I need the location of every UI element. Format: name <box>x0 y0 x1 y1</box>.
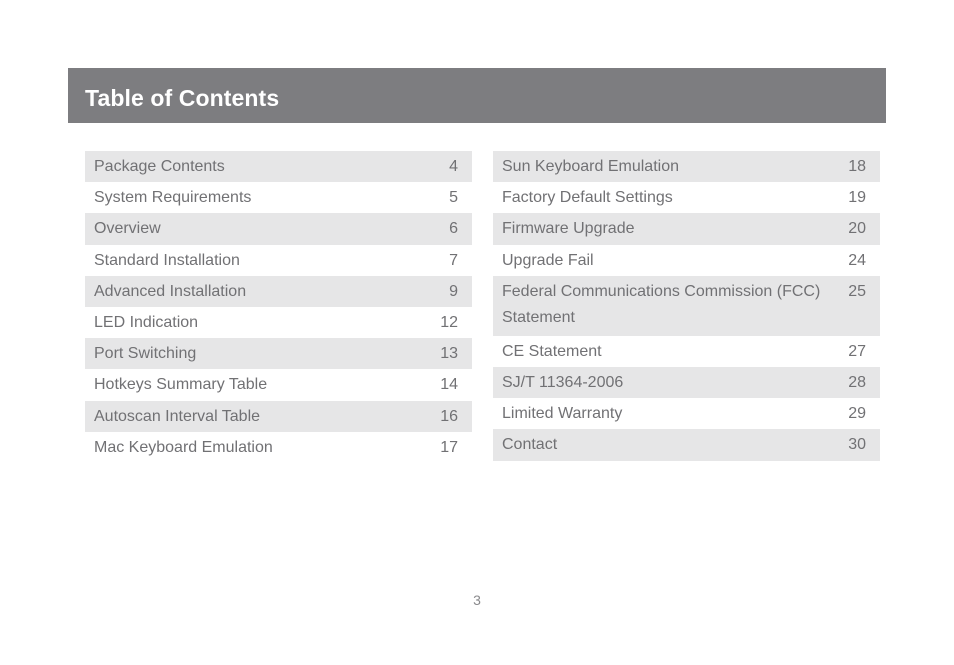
toc-entry-title: Contact <box>502 436 558 454</box>
toc-entry-title: Hotkeys Summary Table <box>94 376 268 394</box>
toc-entry[interactable] <box>493 245 880 276</box>
toc-entry-page: 17 <box>440 438 458 456</box>
toc-entry-title: Sun Keyboard Emulation <box>502 158 679 175</box>
toc-entry-page: 16 <box>440 407 458 425</box>
toc-entry[interactable] <box>85 245 472 276</box>
toc-entry-title: Firmware Upgrade <box>502 220 635 238</box>
toc-entry[interactable] <box>493 182 880 213</box>
toc-entry-title: Upgrade Fail <box>502 251 594 269</box>
toc-entry[interactable] <box>493 367 880 398</box>
toc-entry-title: Limited Warranty <box>502 405 623 423</box>
toc-entry[interactable] <box>85 369 472 400</box>
toc-entry-title: SJ/T 11364-2006 <box>502 373 624 391</box>
toc-entry-title: LED Indication <box>94 313 199 331</box>
toc-entry[interactable] <box>85 338 472 369</box>
toc-entry-title: Factory Default Settings <box>502 189 673 207</box>
toc-entry-title: Advanced Installation <box>94 282 247 300</box>
toc-entry[interactable] <box>85 182 472 213</box>
toc-entry-page: 24 <box>848 251 866 269</box>
toc-entry[interactable] <box>85 432 472 463</box>
toc-entry-title: Port Switching <box>94 345 197 363</box>
toc-entry[interactable] <box>85 307 472 338</box>
toc-entry-page: 7 <box>449 251 458 269</box>
toc-column-right <box>493 151 880 461</box>
toc-entry[interactable] <box>493 398 880 429</box>
toc-entry-page: 9 <box>449 282 458 300</box>
toc-entry[interactable] <box>493 429 880 460</box>
toc-entry[interactable] <box>493 276 880 336</box>
toc-entry-title: Overview <box>94 220 161 238</box>
toc-entry-title: Standard Installation <box>94 251 240 269</box>
toc-entry[interactable] <box>85 151 472 182</box>
toc-entry-page: 30 <box>848 436 866 454</box>
toc-column-left <box>85 151 472 463</box>
toc-entry[interactable] <box>493 151 880 182</box>
toc-entry-title: Package Contents <box>94 158 225 175</box>
toc-entry[interactable] <box>493 213 880 244</box>
toc-entry-page: 29 <box>848 405 866 423</box>
toc-entry-page: 18 <box>848 158 866 175</box>
toc-entry-page: 12 <box>440 313 458 331</box>
toc-entry[interactable] <box>85 401 472 432</box>
toc-entry-title: Federal Communications Commission (FCC) Statement <box>502 282 821 326</box>
toc-entry-page: 5 <box>449 189 458 207</box>
header-bar <box>68 68 886 123</box>
toc-entry-title: Autoscan Interval Table <box>94 407 261 425</box>
toc-entry-page: 27 <box>848 342 866 360</box>
toc-entry[interactable] <box>493 336 880 367</box>
toc-entry-title: System Requirements <box>94 189 252 207</box>
toc-entry-page: 13 <box>440 345 458 363</box>
toc-entry-title: Mac Keyboard Emulation <box>94 438 273 456</box>
toc-entry[interactable] <box>85 276 472 307</box>
toc-entry-title: CE Statement <box>502 342 602 360</box>
toc-entry-page: 28 <box>848 373 866 391</box>
page-title: Table of Contents <box>85 85 280 111</box>
toc-entry[interactable] <box>85 213 472 244</box>
toc-entry-page: 14 <box>440 376 458 394</box>
page-number: 3 <box>473 592 481 608</box>
toc-entry-page: 4 <box>449 158 458 175</box>
toc-entry-page: 25 <box>848 282 866 300</box>
toc-entry-page: 6 <box>449 220 458 238</box>
toc-entry-page: 19 <box>848 189 866 207</box>
toc-entry-page: 20 <box>848 220 866 238</box>
